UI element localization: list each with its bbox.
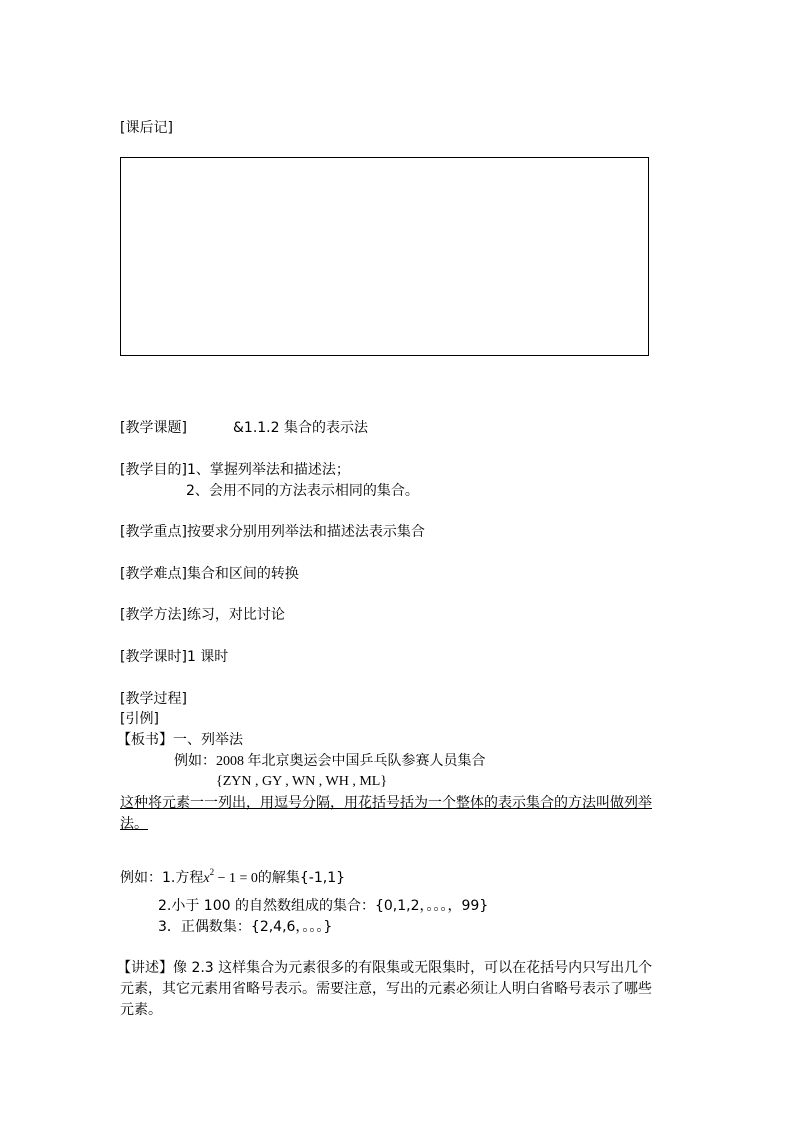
board-set: {ZYN , GY , WN , WH , ML} (216, 774, 388, 789)
board-example-prefix: 例如： (174, 753, 216, 769)
after-class-note-label: [课后记] (120, 120, 173, 136)
lecture-label: 【讲述】 (117, 960, 173, 976)
objectives-label: [教学目的] (120, 462, 187, 478)
difficulties-label: [教学难点] (120, 566, 187, 582)
lecture-text-1: 像 2.3 这样集合为元素很多的有限集或无限集时，可以在花括号内只写出几个 (173, 960, 653, 976)
topic-value: &1.1.2 集合的表示法 (233, 420, 368, 436)
after-class-note-box (120, 157, 649, 356)
lecture-line-3: 元素。 (120, 1002, 162, 1018)
example-2: 2.小于 100 的自然数组成的集合：{0,1,2，。。。，99} (158, 898, 489, 914)
objective-item-1: 1、掌握列举法和描述法； (186, 462, 350, 478)
key-points-line (120, 522, 425, 542)
definition-line-2: 法。 (120, 816, 148, 832)
objective-item-2: 2、会用不同的方法表示相同的集合。 (186, 483, 419, 499)
example-3: 3．正偶数集：{2,4,6，。。。} (158, 919, 333, 935)
equation-exponent: 2 (209, 867, 215, 877)
objectives-line (120, 460, 350, 480)
difficulties-line (120, 564, 299, 584)
lecture-line-1 (117, 958, 652, 978)
definition-line-1: 这种将元素一一列出，用逗号分隔，用花括号括为一个整体的表示集合的方法叫做列举 (120, 795, 652, 811)
topic-label: [教学课题] (120, 420, 187, 436)
example-1 (120, 868, 345, 889)
board-example (174, 751, 486, 772)
example-1-after: 的解集{-1,1} (257, 870, 346, 886)
hours-line (120, 647, 228, 667)
method-label: [教学方法] (120, 607, 187, 623)
key-points-value: 按要求分别用列举法和描述法表示集合 (186, 524, 425, 540)
intro-label: [引例] (120, 711, 159, 727)
method-value: 练习，对比讨论 (186, 607, 285, 623)
hours-value: 1 课时 (186, 649, 229, 665)
board-example-text: 2008 年北京奥运会中国乒乓队参赛人员集合 (216, 754, 486, 769)
examples-prefix: 例如： (120, 870, 162, 886)
difficulties-value: 集合和区间的转换 (186, 566, 299, 582)
lecture-line-2: 元素，其它元素用省略号表示。需要注意，写出的元素必须让人明白省略号表示了哪些 (120, 981, 652, 997)
board-label: 【板书】 (117, 732, 173, 748)
hours-label: [教学课时] (120, 649, 187, 665)
equation-rest: − 1 = 0 (214, 871, 258, 886)
method-line (120, 605, 285, 625)
equation-x: x (203, 871, 210, 886)
example-1-before: 1.方程 (162, 870, 204, 886)
board-line (117, 730, 243, 750)
process-label: [教学过程] (120, 691, 187, 707)
board-title: 一、列举法 (173, 732, 243, 748)
key-points-label: [教学重点] (120, 524, 187, 540)
